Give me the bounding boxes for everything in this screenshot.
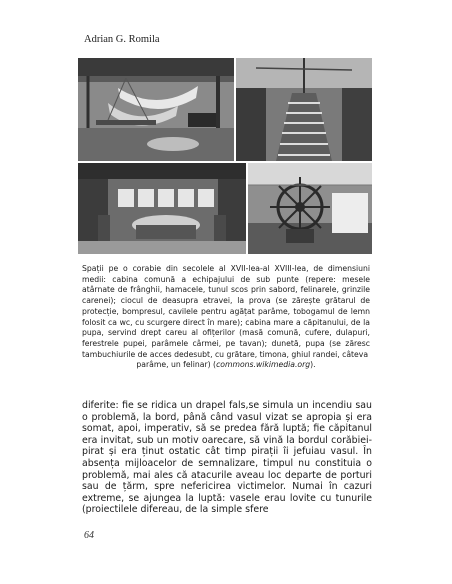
- body-paragraph: diferite: fie se ridica un drapel fals,se simula un incendiu sau o problemă, la bord, până când vasul vizat se apropia și era somat, apoi, imperativ, să se predea fără luptă; fie căpitanul era invitat, sub un motiv oarecare, să vină la bordul corăbiei-pirat și era ținut ostatic cât timp pirații îi jefuiau vasul. În absența mijloacelor de semnalizare, timpul nu constituia o problemă, mai ales că atacurile aveau loc departe de porturi sau de țărm, spre nefericirea victimelor. Numai în cazuri extreme, se ajungea la luptă: vasele erau lovite cu tunurile (proiectilele difereau, de la simple sfere: [82, 400, 372, 516]
- photo-ship-wheel: [248, 163, 372, 254]
- photo-captain-cabin: [78, 163, 246, 254]
- caption-last-text: parâme, un felinar) (: [136, 360, 217, 370]
- ship-wheel-photo-icon: [248, 163, 372, 254]
- figure-caption: [82, 264, 370, 371]
- photo-bow-deck: [236, 58, 372, 161]
- photo-crew-cabin-hammocks: [78, 58, 234, 161]
- captain-cabin-photo-icon: [78, 163, 246, 254]
- caption-last-line: [82, 360, 370, 371]
- page-number: 64: [84, 530, 94, 541]
- caption-credit: commons.wikimedia.org: [216, 360, 311, 370]
- running-header-author: Adrian G. Romila: [84, 34, 160, 45]
- hammock-cabin-photo-icon: [78, 58, 234, 161]
- body-text: [82, 400, 372, 516]
- caption-end: ).: [310, 360, 316, 370]
- ladder-deck-photo-icon: [236, 58, 372, 161]
- caption-text: Spații pe o corabie din secolele al XVII-lea-al XVIII-lea, de dimensiuni medii: cabina comună a echipajului de sub punte (repere: mesele atârnate de frânghii, hamacele, tunul scos prin sabord, felinarele, grinzile carenei); ciocul de deasupra etravei, la prova (se zărește grătarul de protecție, bompresul, cavilele pentru agățat parâme, tobogamul de lemn folosit ca wc, cu scurgere direct în mare); cabina mare a căpitanului, de la pupa, servind drept careu al ofițerilor (masă comună, cufere, dulapuri, ferestrele pupei, parâmele cârmei, pe tavan); dunetă, pupa (se zăresc tambuchiurile de acces dedesubt, cu grătare, timona, ghiul randei, câteva: [82, 264, 370, 359]
